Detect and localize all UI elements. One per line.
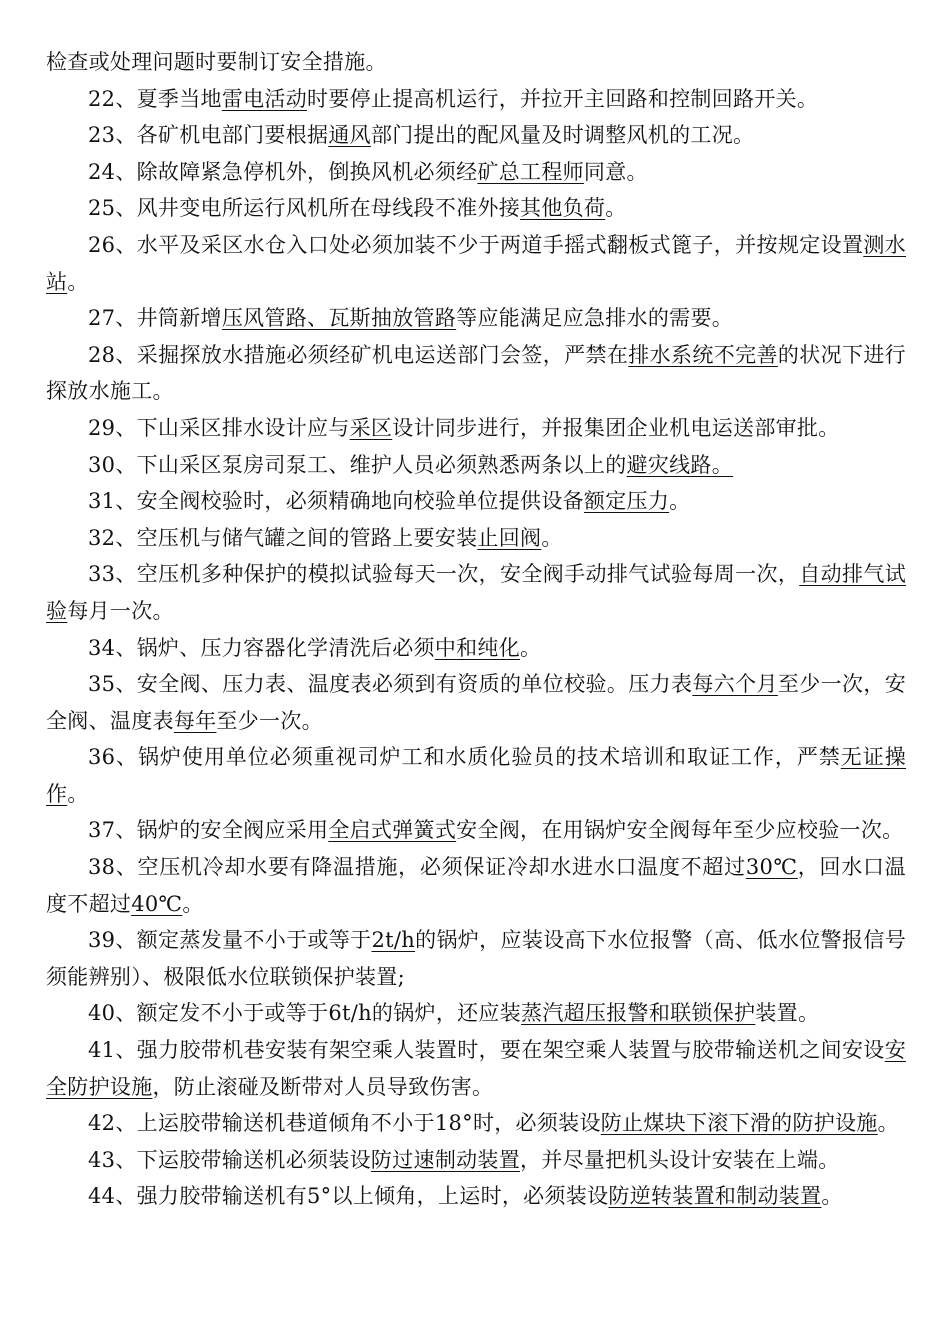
text-run: 每月一次。 [67,598,174,623]
paragraph [46,447,906,484]
paragraph [46,410,906,447]
text-run: 。 [182,891,204,916]
text-run: 40、额定发不小于或等于6t/h的锅炉，还应装 [88,1001,522,1026]
underlined-answer: 2t/h [371,928,416,953]
text-run: 安全阀，在用锅炉安全阀每年至少应校验一次。 [456,818,904,843]
text-run: ，回水口温度不超过 [46,855,906,916]
underlined-answer: 30℃ [745,855,798,880]
text-run: 44、强力胶带输送机有5°以上倾角，上运时，必须装设 [88,1184,609,1209]
paragraph [46,483,906,520]
text-run: ，并尽量把机头设计安装在上端。 [520,1147,840,1172]
document-body [46,44,906,1215]
text-run: 39、额定蒸发量不小于或等于 [88,928,372,953]
underlined-answer: 自动排气试验 [46,562,906,623]
underlined-answer: 雷电活动 [221,86,308,111]
underlined-answer: 每六个月 [692,672,778,697]
paragraph [46,1032,906,1105]
underlined-answer: 压风管路、瓦斯抽放管路 [221,306,457,331]
text-run: 42、上运胶带输送机巷道倾角不小于18°时，必须装设 [88,1111,601,1136]
text-run: 41、强力胶带机巷安装有架空乘人装置时，要在架空乘人装置与胶带输送机之间安设 [88,1038,885,1063]
text-run: 。 [541,525,563,550]
paragraph [46,520,906,557]
underlined-answer: 安全防护设施 [46,1038,906,1099]
text-run: 25、风井变电所运行风机所在母线段不准外接 [88,196,521,221]
text-run: 同意。 [583,159,648,184]
paragraph [46,337,906,410]
text-run: 。 [821,1184,843,1209]
text-run: 36、锅炉使用单位必须重视司炉工和水质化验员的技术培训和取证工作，严禁 [88,745,841,770]
underlined-answer: 采区 [349,415,393,440]
paragraph [46,1105,906,1142]
underlined-answer: 止回阀 [477,525,542,550]
paragraph [46,44,906,81]
text-run: 31、安全阀校验时，必须精确地向校验单位提供设备 [88,489,584,514]
text-run: 34、锅炉、压力容器化学清洗后必须 [88,635,435,660]
text-run: 检查或处理问题时要制订安全措施。 [46,50,387,74]
underlined-answer: 无证操作 [46,745,907,806]
paragraph [46,739,906,812]
paragraph [46,117,906,154]
paragraph [46,300,906,337]
text-run: 。 [669,489,691,514]
paragraph [46,227,906,300]
text-run: 的状况下进行探放水施工。 [46,342,906,404]
paragraph [46,812,906,849]
text-run: 。 [67,781,89,806]
underlined-answer: 防止煤块下滚下滑的防护设施 [600,1111,878,1136]
text-run: 33、空压机多种保护的模拟试验每天一次，安全阀手动排气试验每周一次， [88,562,800,587]
paragraph [46,190,906,227]
underlined-answer: 防过速制动装置 [370,1147,521,1172]
paragraph [46,154,906,191]
text-run: 27、井筒新增 [88,306,222,331]
paragraph [46,1178,906,1215]
text-run: 37、锅炉的安全阀应采用 [88,818,329,843]
underlined-answer: 额定压力 [583,489,670,514]
text-run: 29、下山采区排水设计应与 [88,415,350,440]
text-run: 至少一次。 [216,708,323,733]
text-run: 43、下运胶带输送机必须装设 [88,1147,371,1172]
paragraph [46,630,906,667]
text-run: 24、除故障紧急停机外，倒换风机必须经 [88,159,478,184]
text-run: 32、空压机与储气罐之间的管路上要安装 [88,525,478,550]
paragraph [46,995,906,1032]
text-run: 22、夏季当地 [88,86,222,111]
text-run: 28、采掘探放水措施必须经矿机电运送部门会签，严禁在 [88,342,629,367]
text-run: 。 [67,269,89,294]
paragraph [46,849,906,922]
underlined-answer: 全启式弹簧式 [328,818,457,843]
text-run: 设计同步进行，并报集团企业机电运送部审批。 [392,415,840,440]
underlined-answer: 矿总工程师 [477,159,584,184]
text-run: ，防止滚碰及断带对人员导致伤害。 [152,1074,494,1099]
underlined-answer: 测水站 [46,232,906,294]
text-run: 至少一次，安全阀、温度表 [46,672,906,733]
text-run: 部门提出的配风量及时调整风机的工况。 [370,123,755,148]
underlined-answer: 避灾线路。 [626,452,734,477]
text-run: 等应能满足应急排水的需要。 [456,306,734,331]
text-run: 。 [520,635,542,660]
underlined-answer: 40℃ [131,891,183,916]
text-run: 23、各矿机电部门要根据 [88,123,329,148]
paragraph [46,922,906,995]
text-run: 38、空压机冷却水要有降温措施，必须保证冷却水进水口温度不超过 [88,855,746,880]
underlined-answer: 排水系统不完善 [628,342,778,367]
underlined-answer: 中和纯化 [434,635,521,660]
paragraph [46,81,906,118]
underlined-answer: 通风 [328,123,371,148]
text-run: 。 [605,196,627,221]
underlined-answer: 每年 [173,708,217,733]
text-run: 的锅炉，应装设高下水位报警（高、低水位警报信号须能辨别）、极限低水位联锁保护装置; [46,928,907,989]
text-run: 时要停止提高机运行，并拉开主回路和控制回路开关。 [307,86,819,111]
paragraph [46,1142,906,1179]
text-run: 35、安全阀、压力表、温度表必须到有资质的单位校验。压力表 [88,672,693,697]
underlined-answer: 防逆转装置和制动装置 [608,1184,822,1209]
text-run: 装置。 [755,1001,820,1026]
paragraph [46,556,906,629]
text-run: 30、下山采区泵房司泵工、维护人员必须熟悉两条以上的 [88,452,627,477]
text-run: 26、水平及采区水仓入口处必须加装不少于两道手摇式翻板式篦子，并按规定设置 [88,232,864,257]
underlined-answer: 蒸汽超压报警和联锁保护 [521,1001,756,1026]
text-run: 。 [877,1111,899,1136]
underlined-answer: 其他负荷 [520,196,606,221]
paragraph [46,666,906,739]
